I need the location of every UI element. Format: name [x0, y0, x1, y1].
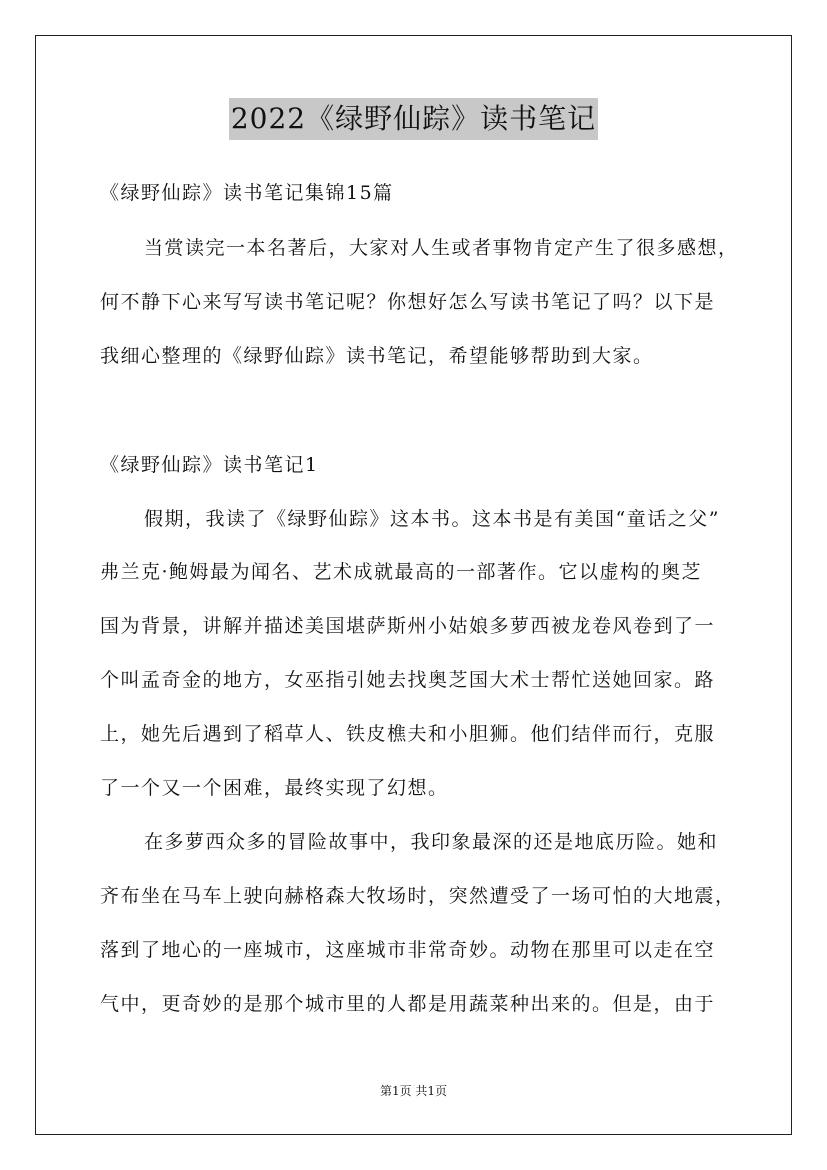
paragraph1-line-6: 了一个又一个困难，最终实现了幻想。 — [100, 777, 449, 799]
page-footer: 第1页 共1页 — [379, 1084, 448, 1098]
paragraph2-line-3: 落到了地心的一座城市，这座城市非常奇妙。动物在那里可以走在空 — [100, 939, 716, 961]
intro-line-1: 当赏读完一本名著后，大家对人生或者事物肯定产生了很多感想， — [144, 237, 739, 259]
paragraph1-line-5: 上，她先后遇到了稻草人、铁皮樵夫和小胆狮。他们结伴而行，克服 — [100, 723, 716, 745]
paragraph1-line-3: 国为背景，讲解并描述美国堪萨斯州小姑娘多萝西被龙卷风卷到了一 — [100, 615, 716, 637]
intro-line-3: 我细心整理的《绿野仙踪》读书笔记，希望能够帮助到大家。 — [100, 345, 654, 367]
paragraph2-line-2: 齐布坐在马车上驶向赫格森大牧场时，突然遭受了一场可怕的大地震， — [100, 885, 736, 907]
document-subtitle: 《绿野仙踪》读书笔记集锦15篇 — [100, 182, 394, 204]
intro-line-2: 何不静下心来写写读书笔记呢？你想好怎么写读书笔记了吗？以下是 — [100, 291, 716, 313]
paragraph1-line-4: 个叫孟奇金的地方，女巫指引她去找奥芝国大术士帮忙送她回家。路 — [100, 669, 716, 691]
paragraph2-line-1: 在多萝西众多的冒险故事中，我印象最深的还是地底历险。她和 — [144, 831, 719, 853]
paragraph1-line-1: 假期，我读了《绿野仙踪》这本书。这本书是有美国“童话之父” — [144, 508, 720, 530]
document-title: 2022《绿野仙踪》读书笔记 — [229, 98, 598, 140]
document-title-wrap — [0, 98, 827, 140]
paragraph1-line-2: 弗兰克·鲍姆最为闻名、艺术成就最高的一部著作。它以虚构的奥芝 — [100, 561, 703, 583]
section-heading: 《绿野仙踪》读书笔记1 — [100, 454, 319, 476]
paragraph2-line-4: 气中，更奇妙的是那个城市里的人都是用蔬菜种出来的。但是，由于 — [100, 993, 716, 1015]
